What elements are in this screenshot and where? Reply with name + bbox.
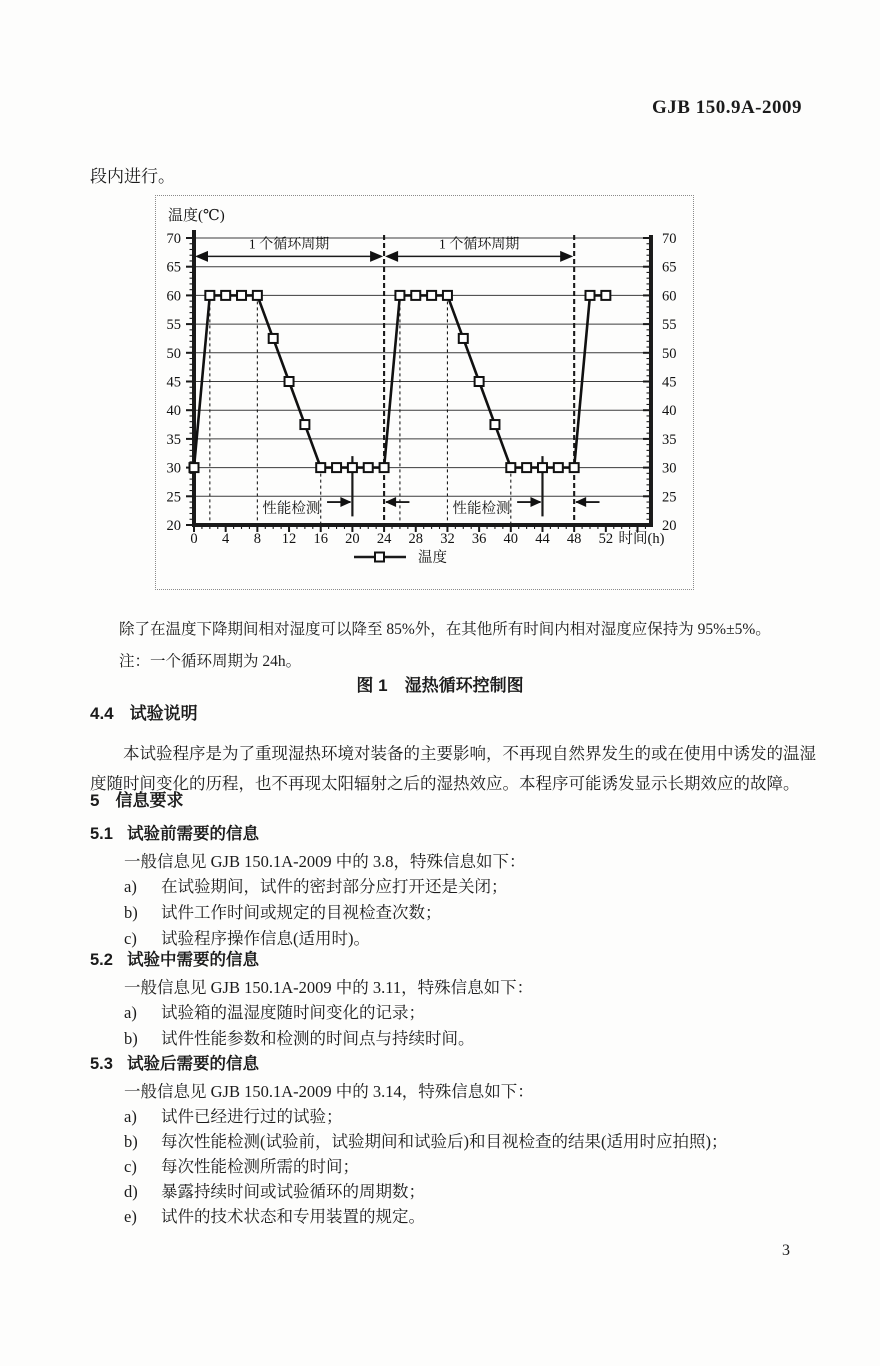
section-title: 试验中需要的信息: [126, 951, 259, 969]
svg-text:0: 0: [190, 531, 198, 547]
section-5-1-heading: [90, 820, 806, 844]
svg-text:20: 20: [166, 518, 181, 534]
svg-text:40: 40: [166, 403, 181, 420]
svg-text:70: 70: [166, 231, 181, 247]
svg-text:50: 50: [661, 345, 677, 362]
section-title: 试验前需要的信息: [126, 825, 259, 843]
section-4-4-paragraph: 本试验程序是为了重现湿热环境对装备的主要影响，不再现自然界发生的或在使用中诱发的温湿度随时间变化的历程，也不再现太阳辐射之后的湿热效应。本程序可能诱发显示长期效应的故障。: [90, 743, 816, 793]
item-text: 试验程序操作信息(适用时)。: [161, 929, 370, 948]
item-text: 试件性能参数和检测的时间点与持续时间。: [161, 1029, 475, 1048]
svg-text:65: 65: [661, 259, 677, 276]
svg-text:36: 36: [471, 531, 487, 547]
item-label: b): [124, 903, 138, 922]
svg-text:温度(℃): 温度(℃): [168, 208, 225, 224]
list-item: [124, 1000, 806, 1026]
list-item: [124, 1104, 806, 1129]
doc-number-header: GJB 150.9A-2009: [652, 97, 802, 118]
section-number: 4.4: [90, 704, 114, 723]
svg-text:8: 8: [253, 531, 261, 547]
section-4-4-heading: [90, 699, 198, 724]
svg-text:60: 60: [166, 288, 181, 305]
item-text: 在试验期间，试件的密封部分应打开还是关闭；: [161, 877, 508, 896]
section-5-2-intro: 一般信息见 GJB 150.1A-2009 中的 3.11，特殊信息如下：: [124, 978, 534, 997]
svg-text:25: 25: [661, 489, 677, 506]
section-5-3: [90, 1050, 806, 1229]
svg-text:12: 12: [281, 531, 297, 547]
svg-text:30: 30: [661, 460, 677, 477]
section-title: 试验后需要的信息: [126, 1055, 259, 1073]
svg-text:24: 24: [376, 531, 392, 547]
svg-text:25: 25: [166, 489, 181, 506]
svg-text:28: 28: [408, 531, 424, 547]
svg-text:52: 52: [598, 531, 614, 547]
list-item: [124, 1026, 806, 1052]
svg-text:60: 60: [661, 288, 677, 305]
svg-text:55: 55: [166, 317, 181, 334]
svg-text:45: 45: [166, 374, 181, 391]
item-label: a): [124, 877, 137, 896]
svg-text:45: 45: [661, 374, 677, 391]
item-text: 试件工作时间或规定的目视检查次数；: [161, 903, 442, 922]
section-5-2-heading: [90, 946, 806, 970]
section-5-1: [90, 820, 806, 952]
svg-text:65: 65: [166, 259, 181, 276]
item-label: b): [124, 1029, 138, 1048]
section-title: 信息要求: [115, 791, 184, 810]
item-label: a): [124, 1107, 137, 1126]
list-item: [124, 1129, 806, 1154]
section-number: 5: [90, 791, 100, 810]
svg-text:40: 40: [661, 403, 677, 420]
figure-note-humidity: 除了在温度下降期间相对湿度可以降至 85%外，在其他所有时间内相对湿度应保持为 95%±5%。: [119, 620, 771, 638]
svg-text:20: 20: [661, 518, 677, 534]
section-title: 试验说明: [129, 704, 198, 723]
svg-text:50: 50: [166, 345, 181, 362]
section-5-heading: [90, 786, 183, 811]
svg-text:4: 4: [222, 531, 230, 547]
page-number: 3: [782, 1242, 790, 1259]
item-text: 每次性能检测所需的时间；: [161, 1157, 359, 1176]
humid-heat-cycle-chart: [156, 196, 691, 587]
section-5-3-heading: [90, 1050, 806, 1074]
section-number: 5.2: [90, 951, 113, 969]
svg-text:温度: 温度: [418, 550, 447, 566]
item-text: 暴露持续时间或试验循环的周期数；: [161, 1182, 425, 1201]
item-label: c): [124, 1157, 137, 1176]
svg-text:时间(h): 时间(h): [618, 531, 665, 547]
carryover-paragraph: 段内进行。: [90, 167, 175, 186]
svg-text:1 个循环周期: 1 个循环周期: [248, 237, 330, 253]
section-5-2: [90, 946, 806, 1052]
list-item: [124, 1204, 806, 1229]
svg-text:16: 16: [313, 531, 328, 547]
list-item: [124, 1154, 806, 1179]
list-item: [124, 900, 806, 926]
section-5-3-intro: 一般信息见 GJB 150.1A-2009 中的 3.14，特殊信息如下：: [124, 1082, 534, 1101]
svg-text:35: 35: [661, 431, 677, 448]
svg-text:55: 55: [661, 317, 677, 334]
svg-text:32: 32: [440, 531, 455, 547]
svg-text:20: 20: [345, 531, 360, 547]
list-item: [124, 874, 806, 900]
list-item: [124, 1179, 806, 1204]
figure-caption: 图 1 湿热循环控制图: [356, 676, 524, 695]
svg-text:性能检测: 性能检测: [262, 500, 321, 517]
item-label: c): [124, 929, 137, 948]
item-label: d): [124, 1182, 138, 1201]
figure1-chart-frame: [155, 195, 694, 590]
svg-text:40: 40: [503, 531, 519, 547]
svg-text:35: 35: [166, 431, 181, 448]
svg-text:30: 30: [166, 460, 181, 477]
item-text: 试件的技术状态和专用装置的规定。: [161, 1207, 425, 1226]
svg-text:44: 44: [535, 531, 550, 547]
svg-text:1 个循环周期: 1 个循环周期: [438, 237, 520, 253]
item-text: 试件已经进行过的试验；: [161, 1107, 343, 1126]
item-text: 试验箱的温湿度随时间变化的记录；: [161, 1003, 425, 1022]
section-number: 5.3: [90, 1055, 113, 1073]
section-number: 5.1: [90, 825, 113, 843]
svg-text:70: 70: [661, 231, 677, 247]
svg-text:性能检测: 性能检测: [452, 500, 511, 517]
item-label: b): [124, 1132, 138, 1151]
item-text: 每次性能检测(试验前，试验期间和试验后)和目视检查的结果(适用时应拍照)；: [161, 1132, 728, 1151]
section-5-1-intro: 一般信息见 GJB 150.1A-2009 中的 3.8，特殊信息如下：: [124, 852, 526, 871]
item-label: a): [124, 1003, 137, 1022]
svg-text:48: 48: [566, 531, 582, 547]
figure-note-cycle: 注：一个循环周期为 24h。: [119, 652, 302, 670]
item-label: e): [124, 1207, 137, 1226]
